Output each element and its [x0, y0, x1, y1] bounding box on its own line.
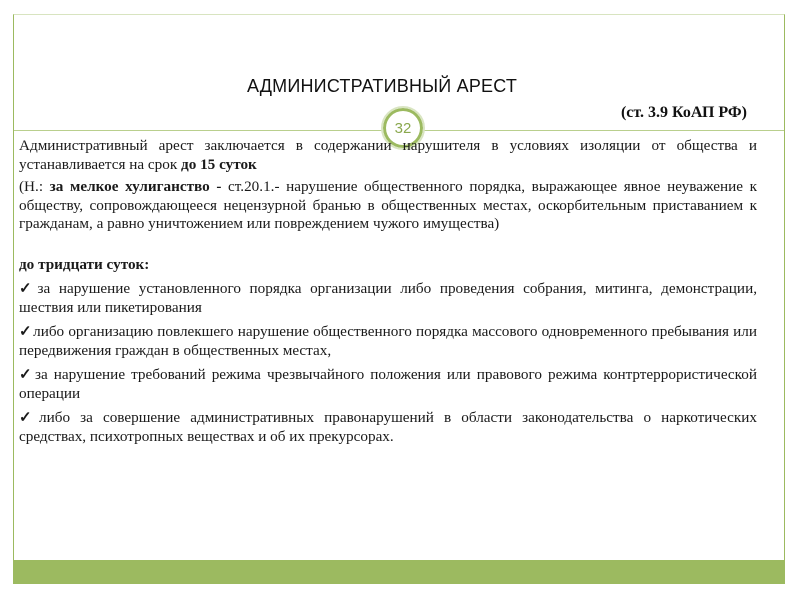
list-item: ✓либо организацию повлекшего нарушение общественного порядка массового одновременного пребывания или передвижения граждан в общественных местах,: [19, 323, 757, 359]
footer-bar: [13, 560, 785, 584]
checkmark-icon: ✓: [19, 366, 34, 383]
checkmark-icon: ✓: [19, 323, 33, 340]
thirty-days-heading: до тридцати суток:: [19, 255, 150, 273]
checkmark-icon: ✓: [19, 280, 37, 297]
list-item: ✓за нарушение требований режима чрезвычайного положения или правового режима контртеррористической операции: [19, 366, 758, 402]
slide-content: [19, 137, 757, 452]
list-item: ✓либо за совершение административных правонарушений в области законодательства о наркотических средствах, психотропных веществах и об их прекурсорах.: [19, 409, 757, 445]
article-reference: (ст. 3.9 КоАП РФ): [620, 104, 747, 121]
slide: [13, 14, 785, 584]
list-item: ✓за нарушение установленного порядка организации либо проведения собрания, митинга, демонстрации, шествия или пикетирования: [19, 280, 757, 316]
slide-title: АДМИНИСТРАТИВНЫЙ АРЕСТ: [246, 76, 518, 96]
page-number-badge: 32: [381, 106, 425, 150]
checkmark-icon: ✓: [19, 409, 39, 426]
paragraph-definition: Административный арест заключается в содержании нарушителя в условиях изоляции от общества и устанавливается на срок до 15 суток: [19, 137, 757, 173]
paragraph-example: (Н.: за мелкое хулиганство - ст.20.1.- нарушение общественного порядка, выражающее явное неуважение к обществу, сопровождающееся нецензурной бранью в общественных местах, оскорбительным приставанием к гражданам, а равно уничтожением или повреждением чужого имущества): [19, 178, 757, 232]
